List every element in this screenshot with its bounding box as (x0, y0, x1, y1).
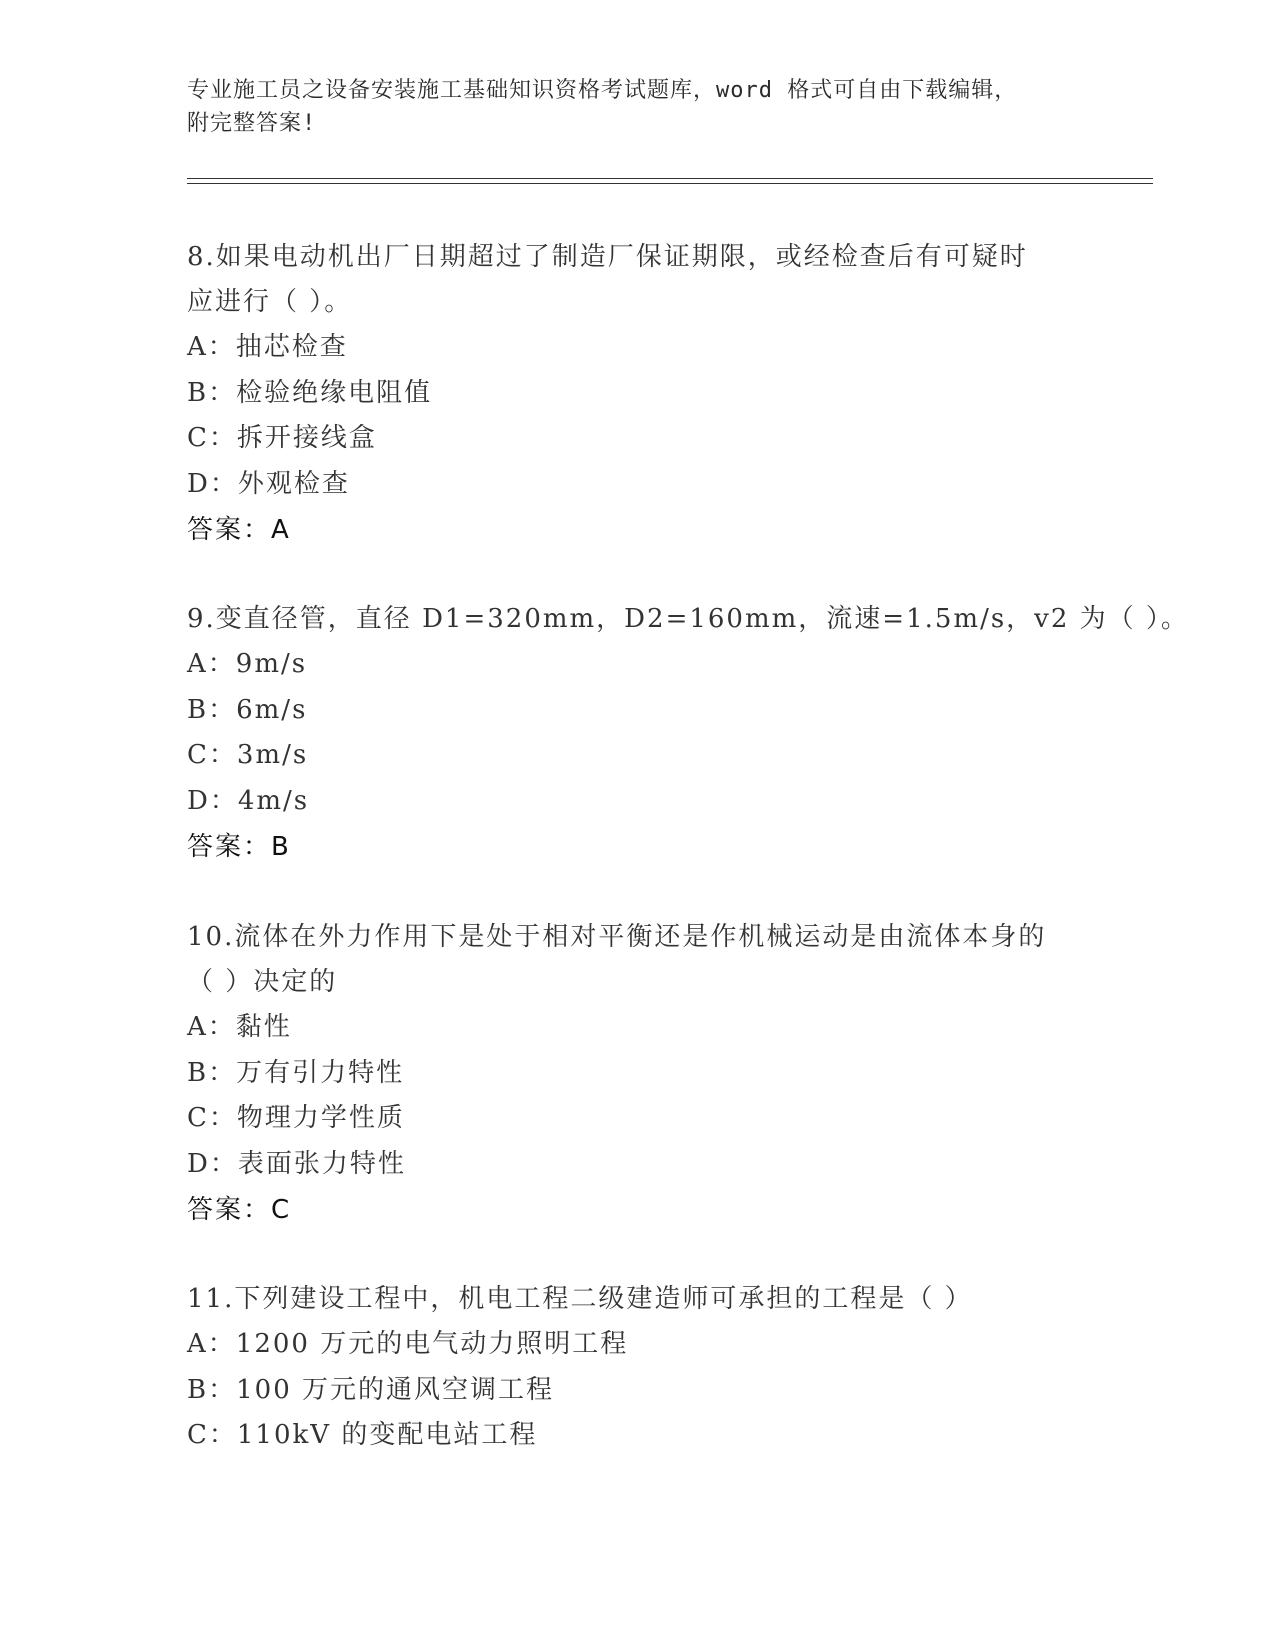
option-d: D：4m/s (187, 785, 310, 816)
option-b: B：检验绝缘电阻值 (187, 377, 433, 408)
answer: 答案：B (187, 832, 291, 862)
option-b: B：万有引力特性 (187, 1057, 405, 1088)
header-divider-top (187, 178, 1153, 179)
option-a: A：黏性 (187, 1012, 292, 1042)
option-c: C：物理力学性质 (187, 1103, 405, 1133)
question-stem: 9.变直径管，直径 D1=320mm，D2=160mm，流速=1.5m/s，v2 为（ ）。 (187, 604, 1189, 634)
option-b: B：6m/s (187, 694, 308, 725)
question-stem: 10.流体在外力作用下是处于相对平衡还是作机械运动是由流体本身的 (187, 922, 1047, 952)
question-8 (187, 235, 1087, 553)
option-a: A：9m/s (187, 649, 308, 679)
option-c: C：110kV 的变配电站工程 (187, 1420, 538, 1450)
header-line-1: 专业施工员之设备安装施工基础知识资格考试题库，word 格式可自由下载编辑， (187, 78, 1018, 103)
option-c: C：拆开接线盒 (187, 423, 377, 453)
option-d: D：外观检查 (187, 468, 350, 499)
header-divider-bottom (187, 183, 1153, 184)
question-stem-continued: 应进行（ ）。 (187, 287, 353, 317)
option-c: C：3m/s (187, 740, 309, 770)
answer: 答案：C (187, 1195, 292, 1225)
question-10 (187, 915, 1087, 1233)
option-d: D：表面张力特性 (187, 1148, 406, 1179)
question-11 (187, 1277, 1087, 1459)
document-header (187, 74, 1087, 140)
header-line-2: 附完整答案! (187, 111, 317, 136)
option-a: A：抽芯检查 (187, 332, 348, 362)
question-9 (187, 597, 1189, 870)
question-stem-continued: （ ）决定的 (187, 967, 338, 997)
option-b: B：100 万元的通风空调工程 (187, 1374, 554, 1405)
question-stem: 8.如果电动机出厂日期超过了制造厂保证期限，或经检查后有可疑时 (187, 242, 1028, 272)
question-stem: 11.下列建设工程中，机电工程二级建造师可承担的工程是（ ） (187, 1284, 973, 1314)
option-a: A：1200 万元的电气动力照明工程 (187, 1329, 629, 1359)
answer: 答案：A (187, 515, 291, 545)
